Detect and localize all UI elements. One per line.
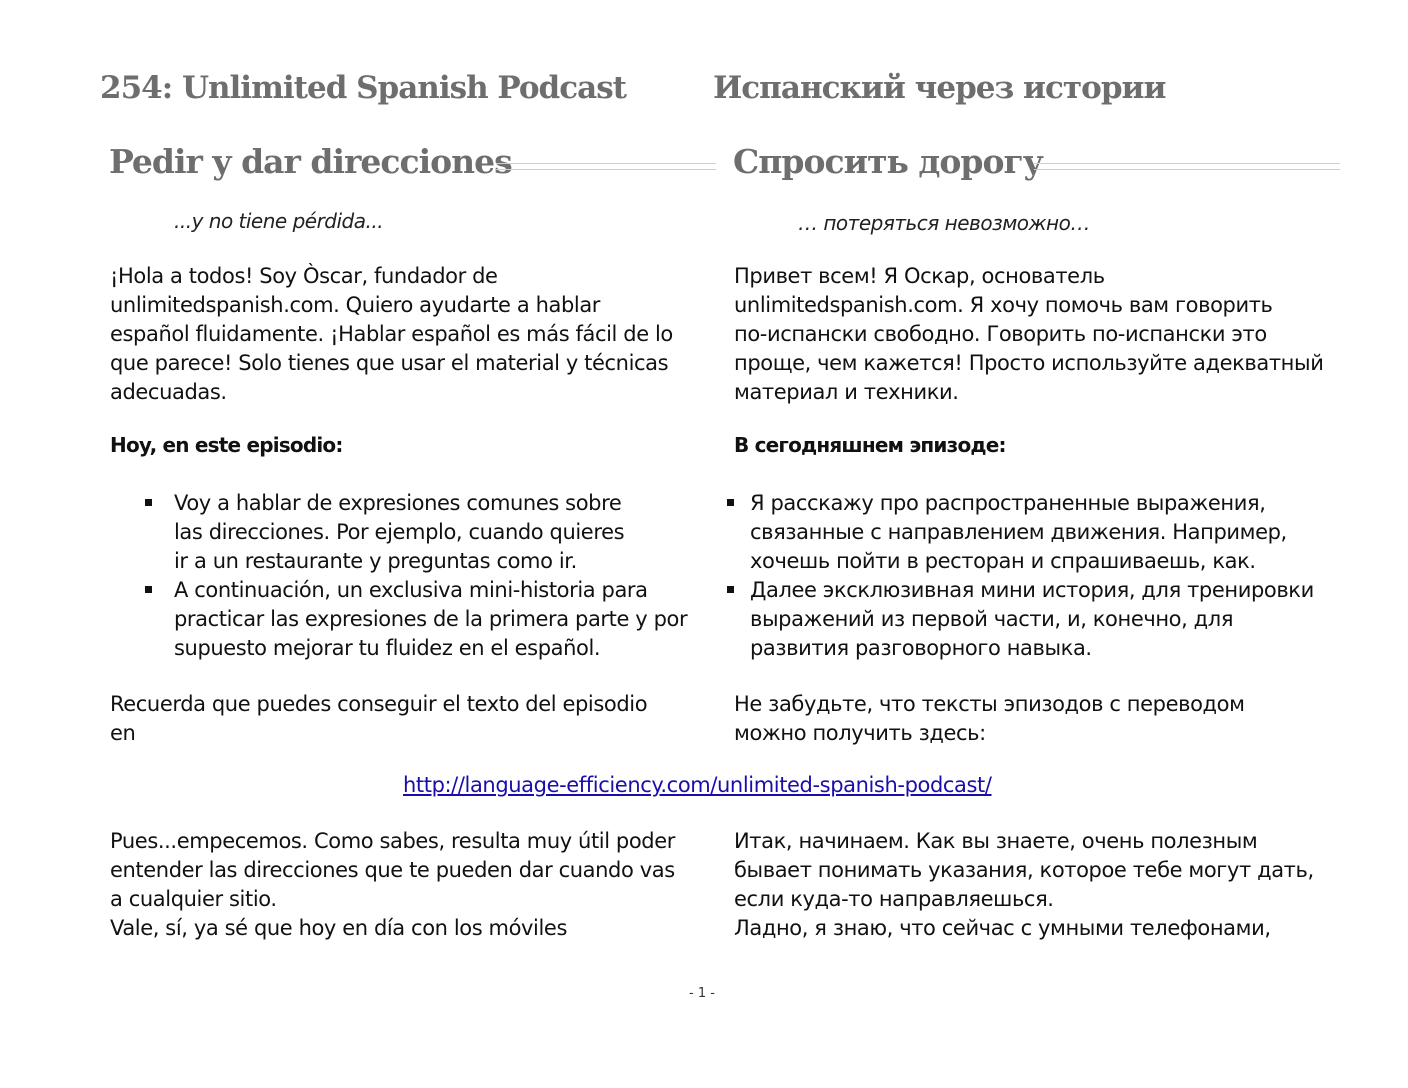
body-paragraph-ru bbox=[734, 827, 1354, 943]
bullet-square-icon bbox=[145, 499, 152, 506]
episode-bullets-ru bbox=[750, 489, 1350, 663]
text-line: a cualquier sitio. bbox=[110, 887, 277, 911]
list-item bbox=[174, 489, 724, 576]
intro-paragraph-es bbox=[110, 262, 720, 407]
text-line: en bbox=[110, 721, 136, 745]
podcast-title: 254: Unlimited Spanish Podcast bbox=[100, 70, 626, 106]
text-line: unlimitedspanish.com. Я хочу помочь вам говорить bbox=[734, 293, 1273, 317]
text-line: Я расскажу про распространенные выражения, bbox=[750, 491, 1266, 515]
text-line: Vale, sí, ya sé que hoy en día con los móviles bbox=[110, 916, 567, 940]
series-title: Испанский через истории bbox=[713, 70, 1166, 106]
text-line: материал и техники. bbox=[734, 380, 959, 404]
body-paragraph-es bbox=[110, 827, 720, 943]
text-line: связанные с направлением движения. Например, bbox=[750, 520, 1287, 544]
text-line: adecuadas. bbox=[110, 380, 227, 404]
text-line: бывает понимать указания, которое тебе могут дать, bbox=[734, 858, 1314, 882]
text-line: supuesto mejorar tu fluidez en el español. bbox=[174, 636, 601, 660]
text-line: Recuerda que puedes conseguir el texto del episodio bbox=[110, 692, 648, 716]
text-line: Далее эксклюзивная мини история, для тренировки bbox=[750, 578, 1314, 602]
list-item bbox=[750, 489, 1350, 576]
bullet-square-icon bbox=[145, 586, 152, 593]
section-title-ru: Спросить дорогу bbox=[733, 142, 1043, 181]
bullet-square-icon bbox=[727, 586, 734, 593]
list-item bbox=[750, 576, 1350, 663]
text-line: если куда-то направляешься. bbox=[734, 887, 1054, 911]
remember-paragraph-ru bbox=[734, 690, 1354, 748]
section-title-es: Pedir y dar direcciones bbox=[109, 142, 512, 181]
text-line: Не забудьте, что тексты эпизодов с переводом bbox=[734, 692, 1245, 716]
text-line: развития разговорного навыка. bbox=[750, 636, 1092, 660]
text-line: español fluidamente. ¡Hablar español es más fácil de lo bbox=[110, 322, 673, 346]
text-line: entender las direcciones que te pueden dar cuando vas bbox=[110, 858, 675, 882]
text-line: Привет всем! Я Оскар, основатель bbox=[734, 264, 1105, 288]
remember-paragraph-es bbox=[110, 690, 720, 748]
text-line: Pues...empecemos. Como sabes, resulta muy útil poder bbox=[110, 829, 675, 853]
text-line: A continuación, un exclusiva mini-historia para bbox=[174, 578, 648, 602]
bullet-square-icon bbox=[727, 499, 734, 506]
text-line: можно получить здесь: bbox=[734, 721, 986, 745]
text-line: Ладно, я знаю, что сейчас с умными телефонами, bbox=[734, 916, 1271, 940]
text-line: practicar las expresiones de la primera parte y por bbox=[174, 607, 688, 631]
text-line: unlimitedspanish.com. Quiero ayudarte a hablar bbox=[110, 293, 601, 317]
text-line: проще, чем кажется! Просто используйте адекватный bbox=[734, 351, 1324, 375]
subtitle-es: ...y no tiene pérdida... bbox=[174, 209, 384, 233]
subtitle-ru: … потеряться невозможно… bbox=[798, 211, 1090, 235]
text-line: Voy a hablar de expresiones comunes sobre bbox=[174, 491, 622, 515]
episode-heading-es: Hoy, en este episodio: bbox=[110, 433, 343, 457]
text-line: выражений из первой части, и, конечно, для bbox=[750, 607, 1234, 631]
episode-heading-ru: В сегодняшнем эпизоде: bbox=[734, 433, 1006, 457]
intro-paragraph-ru bbox=[734, 262, 1354, 407]
page-number: - 1 - bbox=[689, 986, 715, 1001]
text-line: Итак, начинаем. Как вы знаете, очень полезным bbox=[734, 829, 1258, 853]
text-line: que parece! Solo tienes que usar el material y técnicas bbox=[110, 351, 669, 375]
text-line: хочешь пойти в ресторан и спрашиваешь, как. bbox=[750, 549, 1256, 573]
text-line: ir a un restaurante y preguntas como ir. bbox=[174, 549, 577, 573]
podcast-transcript-link[interactable]: http://language-efficiency.com/unlimited-spanish-podcast/ bbox=[403, 773, 992, 797]
title-rule-ru bbox=[1034, 163, 1340, 170]
text-line: ¡Hola a todos! Soy Òscar, fundador de bbox=[110, 264, 498, 288]
text-line: по-испански свободно. Говорить по-испански это bbox=[734, 322, 1267, 346]
list-item bbox=[174, 576, 724, 663]
text-line: las direcciones. Por ejemplo, cuando quieres bbox=[174, 520, 625, 544]
title-rule-es bbox=[496, 163, 716, 170]
episode-bullets-es bbox=[174, 489, 724, 663]
